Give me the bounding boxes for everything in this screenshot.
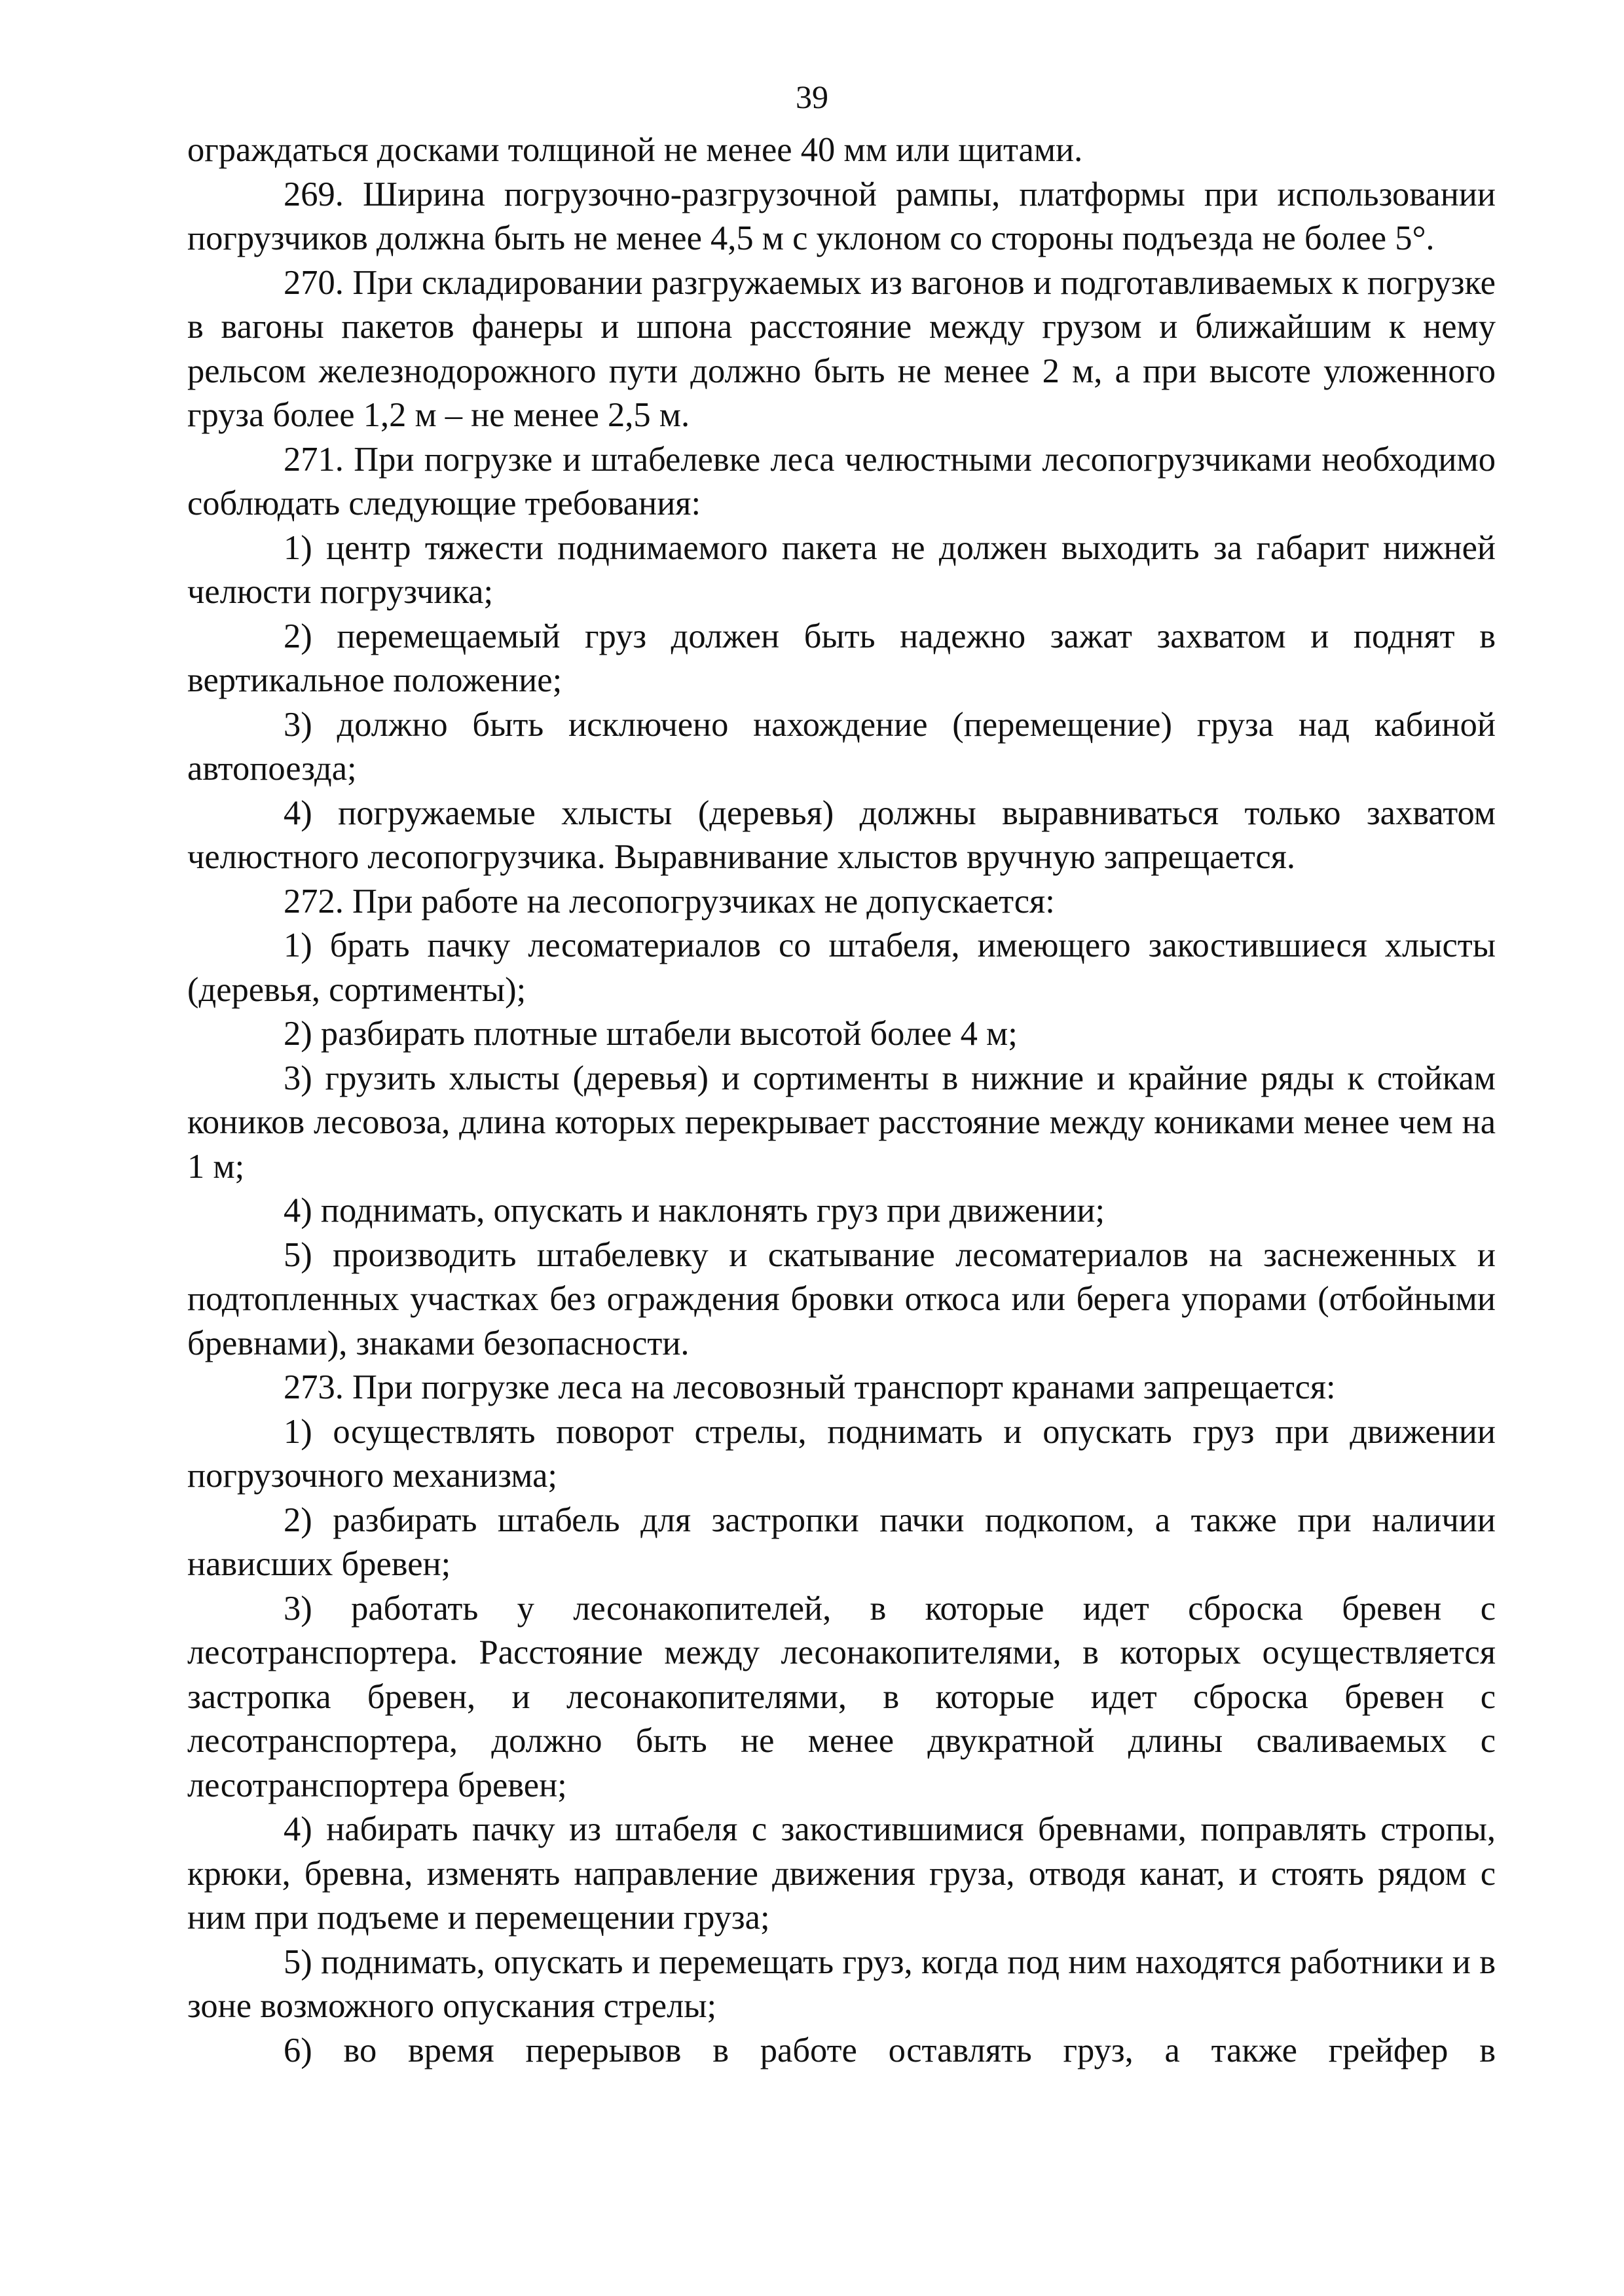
- paragraph-continuation: ограждаться досками толщиной не менее 40 мм или щитами.: [187, 131, 1083, 169]
- clause-273-item-3: 3) работать у лесонакопителей, в которые идет сброска бревен с лесотранспортера. Расстояние между лесонакопителями, в которых осуществляется застропка бревен, и лесонакопителями, в которые идет сброска бревен с лесотранспортера, должно быть не менее двукратной длины сваливаемых с лесотранспортера бревен;: [187, 1589, 1496, 1804]
- clause-271: 271. При погрузке и штабелевке леса челюстными лесопогрузчиками необходимо соблюдать следующие требования:: [187, 440, 1496, 522]
- clause-270: 270. При складировании разгружаемых из вагонов и подготавливаемых к погрузке в вагоны пакетов фанеры и шпона расстояние между грузом и ближайшим к нему рельсом железнодорожного пути должно быть не менее 2 м, а при высоте уложенного груза более 1,2 м – не менее 2,5 м.: [187, 263, 1496, 434]
- clause-273: 273. При погрузке леса на лесовозный транспорт кранами запрещается:: [284, 1368, 1336, 1406]
- clause-269: 269. Ширина погрузочно-разгрузочной рампы, платформы при использовании погрузчиков должна быть не менее 4,5 м с уклоном со стороны подъезда не более 5°.: [187, 175, 1496, 257]
- clause-273-item-4: 4) набирать пачку из штабеля с закостившимися бревнами, поправлять стропы, крюки, бревна, изменять направление движения груза, отводя канат, и стоять рядом с ним при подъеме и перемещении груза;: [187, 1810, 1496, 1937]
- clause-272-item-5: 5) производить штабелевку и скатывание лесоматериалов на заснеженных и подтопленных участках без ограждения бровки откоса или берега упорами (отбойными бревнами), знаками безопасности.: [187, 1235, 1496, 1362]
- clause-271-item-2: 2) перемещаемый груз должен быть надежно зажат захватом и поднят в вертикальное положение;: [187, 617, 1496, 699]
- clause-273-item-2: 2) разбирать штабель для застропки пачки подкопом, а также при наличии нависших бревен;: [187, 1501, 1496, 1583]
- page-number: 39: [796, 79, 828, 115]
- clause-272-item-4: 4) поднимать, опускать и наклонять груз при движении;: [284, 1192, 1105, 1230]
- clause-273-item-1: 1) осуществлять поворот стрелы, поднимать и опускать груз при движении погрузочного механизма;: [187, 1412, 1496, 1495]
- clause-271-item-3: 3) должно быть исключено нахождение (перемещение) груза над кабиной автопоезда;: [187, 705, 1496, 788]
- clause-271-item-4: 4) погружаемые хлысты (деревья) должны выравниваться только захватом челюстного лесопогрузчика. Выравнивание хлыстов вручную запрещается.: [187, 793, 1496, 876]
- clause-272-item-3: 3) грузить хлысты (деревья) и сортименты в нижние и крайние ряды к стойкам коников лесовоза, длина которых перекрывает расстояние между кониками менее чем на 1 м;: [187, 1059, 1496, 1186]
- clause-272: 272. При работе на лесопогрузчиках не допускается:: [284, 882, 1055, 920]
- clause-271-item-1: 1) центр тяжести поднимаемого пакета не должен выходить за габарит нижней челюсти погрузчика;: [187, 528, 1496, 611]
- clause-272-item-2: 2) разбирать плотные штабели высотой более 4 м;: [284, 1015, 1018, 1053]
- clause-273-item-6: 6) во время перерывов в работе оставлять груз, а также грейфер в: [284, 2031, 1496, 2069]
- document-body: [187, 128, 1496, 2073]
- clause-272-item-1: 1) брать пачку лесоматериалов со штабеля, имеющего закостившиеся хлысты (деревья, сортименты);: [187, 926, 1496, 1009]
- clause-273-item-5: 5) поднимать, опускать и перемещать груз, когда под ним находятся работники и в зоне возможного опускания стрелы;: [187, 1942, 1496, 2025]
